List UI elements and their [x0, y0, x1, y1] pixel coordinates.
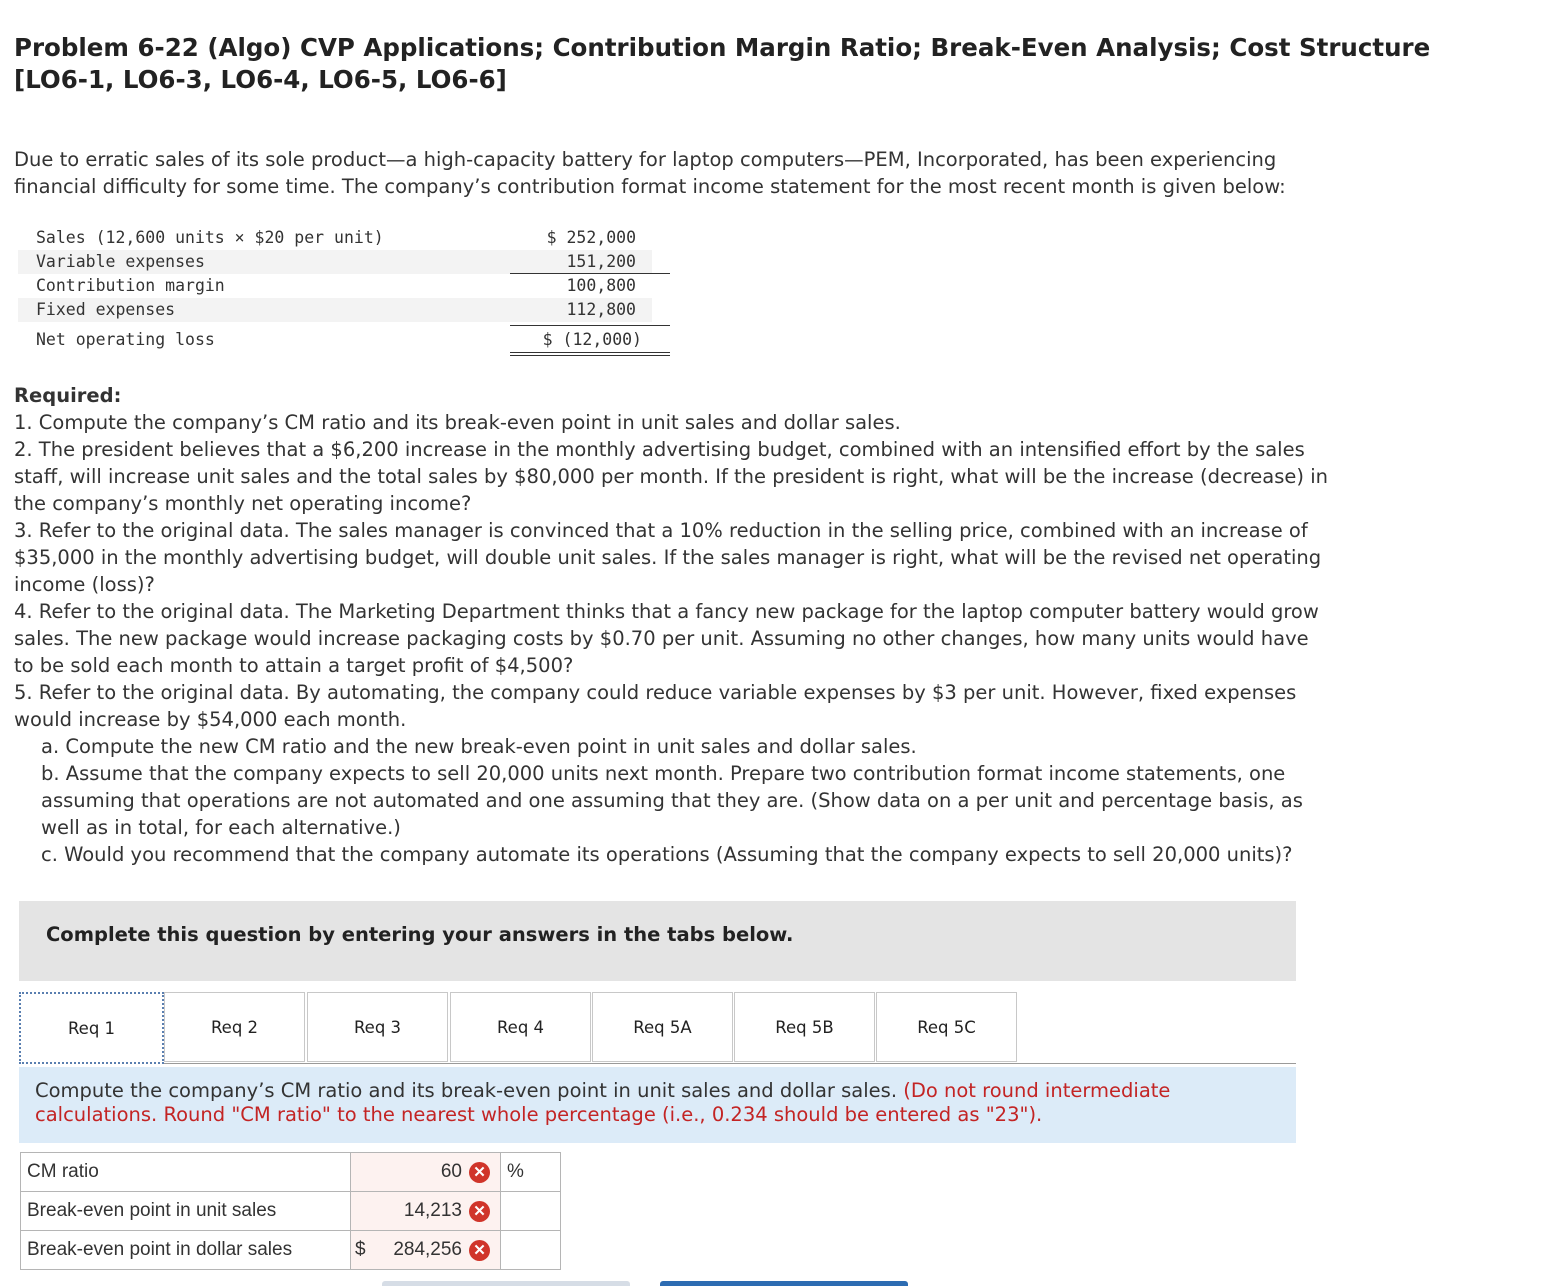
- income-label: Contribution margin: [36, 276, 225, 295]
- answer-unit: [501, 1192, 561, 1231]
- problem-title: [14, 32, 1434, 96]
- underline: [510, 325, 670, 326]
- income-label: Sales (12,600 units × $20 per unit): [36, 228, 384, 247]
- required-section: [14, 382, 1414, 868]
- answer-table: [20, 1152, 561, 1270]
- complete-prompt: Complete this question by entering your answers in the tabs below.: [46, 923, 794, 946]
- underline: [510, 355, 670, 356]
- income-amount: 100,800: [566, 276, 636, 295]
- required-subline: a. Compute the new CM ratio and the new break-even point in unit sales and dollar sales.: [41, 735, 917, 758]
- required-line: $35,000 in the monthly advertising budget, will double unit sales. If the sales manager is right, what will be the revised net operating: [14, 546, 1322, 569]
- income-label: Fixed expenses: [36, 300, 176, 319]
- income-amount: 112,800: [566, 300, 636, 319]
- income-statement: [18, 226, 652, 356]
- income-label: Net operating loss: [36, 330, 215, 349]
- intro-line: financial difficulty for some time. The company’s contribution format income statement for the most recent month is given below:: [14, 175, 1286, 198]
- tab-instructions: [19, 1067, 1296, 1143]
- required-line: 3. Refer to the original data. The sales manager is convinced that a 10% reduction in the selling price, combined with an increase of: [14, 519, 1308, 542]
- tab-req-5a[interactable]: Req 5A: [592, 992, 733, 1062]
- underline: [510, 352, 670, 353]
- answer-value: 60: [440, 1161, 462, 1182]
- instruction-note: (Do not round intermediate: [903, 1079, 1171, 1102]
- income-amount: $ 252,000: [546, 228, 636, 247]
- required-line: would increase by $54,000 each month.: [14, 708, 407, 731]
- income-label: Variable expenses: [36, 252, 205, 271]
- answer-prefix: $: [355, 1239, 366, 1260]
- intro-line: Due to erratic sales of its sole product—a high-capacity battery for laptop computers—PEM, Incorporated, has been experiencing: [14, 148, 1277, 171]
- problem-title-line2: [LO6-1, LO6-3, LO6-4, LO6-5, LO6-6]: [14, 65, 507, 94]
- complete-prompt-box: [19, 901, 1296, 981]
- answer-label: CM ratio: [21, 1153, 351, 1192]
- required-line: 5. Refer to the original data. By automating, the company could reduce variable expenses by $3 per unit. However, fixed expenses: [14, 681, 1297, 704]
- answer-unit: %: [501, 1153, 561, 1192]
- required-subline: well as in total, for each alternative.): [41, 816, 401, 839]
- income-amount: $ (12,000): [542, 330, 642, 349]
- cm-ratio-input[interactable]: [351, 1153, 501, 1192]
- underline: [510, 273, 670, 274]
- instruction-text: Compute the company’s CM ratio and its break-even point in unit sales and dollar sales.: [35, 1079, 898, 1102]
- required-subline: assuming that operations are not automated and one assuming that they are. (Show data on a per unit and percentage basis, as: [41, 789, 1303, 812]
- income-row: [18, 226, 652, 250]
- tab-req-3[interactable]: Req 3: [307, 992, 448, 1062]
- incorrect-icon: ✕: [469, 1162, 490, 1183]
- tab-req-1[interactable]: Req 1: [19, 992, 164, 1064]
- income-row: [18, 250, 652, 274]
- break-even-dollars-input[interactable]: [351, 1231, 501, 1270]
- required-line: sales. The new package would increase packaging costs by $0.70 per unit. Assuming no other changes, how many units would have: [14, 627, 1309, 650]
- answer-row: [21, 1153, 561, 1192]
- required-line: 2. The president believes that a $6,200 increase in the monthly advertising budget, combined with an intensified effort by the sales: [14, 438, 1305, 461]
- instruction-note: calculations. Round "CM ratio" to the nearest whole percentage (i.e., 0.234 should be entered as "23").: [35, 1103, 1043, 1126]
- required-heading: Required:: [14, 384, 122, 407]
- problem-title-line1: Problem 6-22 (Algo) CVP Applications; Contribution Margin Ratio; Break-Even Analysis; Cost Structure: [14, 33, 1431, 62]
- answer-row: [21, 1231, 561, 1270]
- tab-req-4[interactable]: Req 4: [450, 992, 591, 1062]
- incorrect-icon: ✕: [469, 1201, 490, 1222]
- previous-tab-button[interactable]: [382, 1281, 630, 1286]
- income-row: [18, 298, 652, 322]
- income-row: [18, 274, 652, 298]
- answer-value: 14,213: [403, 1200, 462, 1221]
- answer-row: [21, 1192, 561, 1231]
- required-line: the company’s monthly net operating income?: [14, 492, 472, 515]
- problem-intro: [14, 146, 1434, 200]
- required-line: to be sold each month to attain a target profit of $4,500?: [14, 654, 574, 677]
- required-line: income (loss)?: [14, 573, 155, 596]
- tab-divider: [164, 1063, 1296, 1064]
- next-tab-button[interactable]: [660, 1281, 908, 1286]
- answer-label: Break-even point in unit sales: [21, 1192, 351, 1231]
- required-subline: c. Would you recommend that the company automate its operations (Assuming that the company expects to sell 20,000 units)?: [41, 843, 1293, 866]
- required-line: 1. Compute the company’s CM ratio and its break-even point in unit sales and dollar sales.: [14, 411, 901, 434]
- required-line: 4. Refer to the original data. The Marketing Department thinks that a fancy new package for the laptop computer battery would grow: [14, 600, 1319, 623]
- tab-req-2[interactable]: Req 2: [164, 992, 305, 1062]
- required-line: staff, will increase unit sales and the total sales by $80,000 per month. If the president is right, what will be the increase (decrease) in: [14, 465, 1328, 488]
- tab-req-5b[interactable]: Req 5B: [734, 992, 875, 1062]
- income-amount: 151,200: [566, 252, 636, 271]
- required-subline: b. Assume that the company expects to sell 20,000 units next month. Prepare two contribution format income statements, one: [41, 762, 1286, 785]
- answer-label: Break-even point in dollar sales: [21, 1231, 351, 1270]
- answer-unit: [501, 1231, 561, 1270]
- break-even-units-input[interactable]: [351, 1192, 501, 1231]
- answer-value: 284,256: [393, 1239, 462, 1260]
- incorrect-icon: ✕: [469, 1240, 490, 1261]
- tab-req-5c[interactable]: Req 5C: [876, 992, 1017, 1062]
